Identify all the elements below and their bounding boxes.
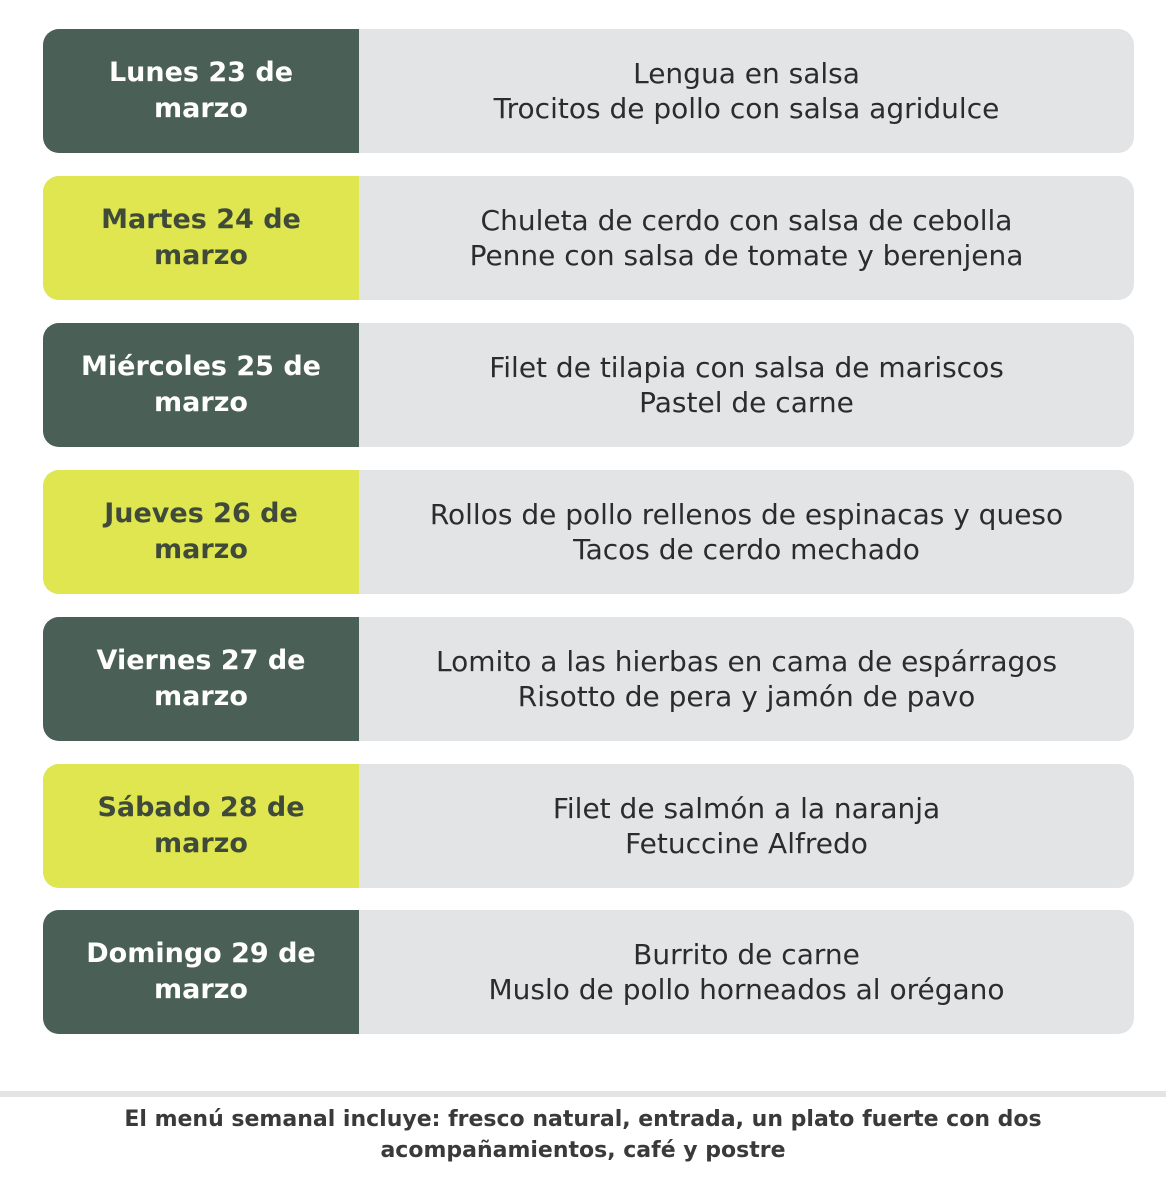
dish-list (359, 764, 1134, 888)
day-label (43, 910, 359, 1034)
day-name: Martes 24 de (101, 204, 301, 235)
dish-list (359, 323, 1134, 447)
dish-list (359, 176, 1134, 300)
day-name: Lunes 23 de (108, 57, 294, 88)
dish-list (359, 617, 1134, 741)
dish-item: Lengua en salsa (633, 57, 860, 90)
day-month: marzo (154, 387, 248, 418)
footer-line: acompañamientos, café y postre (380, 1138, 786, 1163)
dish-item: Filet de tilapia con salsa de mariscos (489, 351, 1004, 384)
day-name: Sábado 28 de (97, 792, 305, 823)
day-label (43, 470, 359, 594)
menu-row-sunday (43, 910, 1134, 1034)
day-month: marzo (154, 828, 248, 859)
menu-row-friday (43, 617, 1134, 741)
dish-item: Risotto de pera y jamón de pavo (517, 680, 976, 713)
dish-list (359, 470, 1134, 594)
day-month: marzo (154, 93, 248, 124)
day-label (43, 617, 359, 741)
day-label (43, 323, 359, 447)
day-month: marzo (154, 534, 248, 565)
day-label (43, 29, 359, 153)
day-month: marzo (154, 240, 248, 271)
day-name: Jueves 26 de (104, 498, 298, 529)
dish-item: Rollos de pollo rellenos de espinacas y queso (429, 498, 1064, 531)
dish-item: Trocitos de pollo con salsa agridulce (493, 92, 1000, 125)
day-month: marzo (154, 974, 248, 1005)
dish-item: Muslo de pollo horneados al orégano (488, 973, 1005, 1006)
day-label (43, 764, 359, 888)
day-name: Miércoles 25 de (81, 351, 321, 382)
dish-list (359, 910, 1134, 1034)
dish-item: Tacos de cerdo mechado (573, 533, 920, 566)
menu-row-saturday (43, 764, 1134, 888)
menu-row-monday (43, 29, 1134, 153)
menu-footer-note (0, 1104, 1166, 1166)
footer-divider (0, 1091, 1166, 1097)
menu-row-thursday (43, 470, 1134, 594)
footer-line: El menú semanal incluye: fresco natural, entrada, un plato fuerte con dos (124, 1107, 1042, 1132)
dish-item: Filet de salmón a la naranja (552, 792, 941, 825)
dish-item: Burrito de carne (633, 938, 860, 971)
dish-item: Penne con salsa de tomate y berenjena (469, 239, 1024, 272)
dish-item: Lomito a las hierbas en cama de espárragos (435, 645, 1058, 678)
day-label (43, 176, 359, 300)
dish-item: Chuleta de cerdo con salsa de cebolla (480, 204, 1013, 237)
dish-list (359, 29, 1134, 153)
day-name: Domingo 29 de (86, 938, 316, 969)
menu-row-wednesday (43, 323, 1134, 447)
dish-item: Pastel de carne (639, 386, 854, 419)
dish-item: Fetuccine Alfredo (625, 827, 868, 860)
menu-row-tuesday (43, 176, 1134, 300)
day-name: Viernes 27 de (96, 645, 306, 676)
day-month: marzo (154, 681, 248, 712)
